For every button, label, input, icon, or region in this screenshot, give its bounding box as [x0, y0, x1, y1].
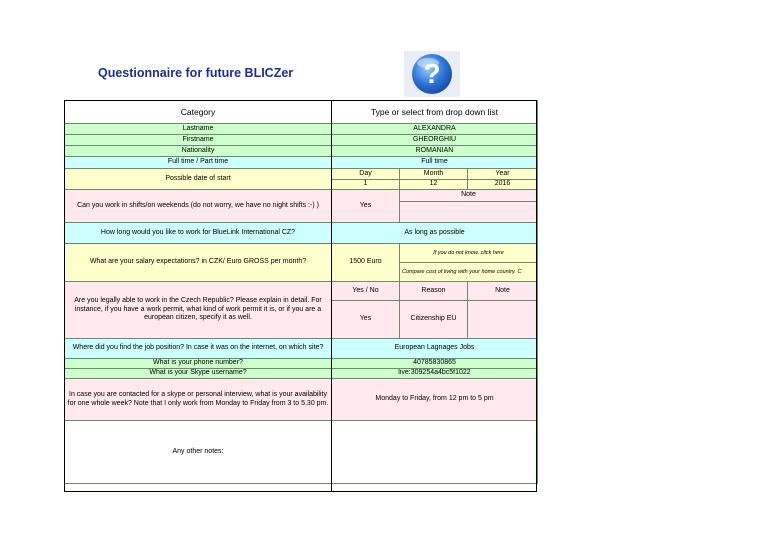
availability-row: [65, 379, 538, 421]
firstname-value[interactable]: GHEORGHIU: [332, 135, 538, 146]
availability-value[interactable]: Monday to Friday, from 12 pm to 5 pm: [332, 379, 538, 421]
salary-value[interactable]: 1500 Euro: [332, 244, 400, 282]
phone-row: [65, 359, 538, 369]
legal-note-value[interactable]: [468, 301, 538, 339]
salary-row: [65, 244, 538, 263]
notes-label: Any other notes:: [65, 421, 332, 484]
salary-compare-link[interactable]: Compare cost of living with your home country. C: [400, 263, 538, 282]
duration-select[interactable]: As long as possible: [332, 223, 538, 244]
legal-yesno-value[interactable]: Yes: [332, 301, 400, 339]
skype-value[interactable]: live:309254a4bc5f1022: [332, 369, 538, 379]
start-month-value[interactable]: 12: [400, 180, 468, 190]
skype-label: What is your Skype username?: [65, 369, 332, 379]
legal-header-row: [65, 282, 538, 301]
legal-note-header: Note: [468, 282, 538, 301]
duration-label: How long would you like to work for BlueLink International CZ?: [65, 223, 332, 244]
lastname-label: Lastname: [65, 124, 332, 135]
questionnaire-table: [64, 100, 538, 484]
firstname-label: Firstname: [65, 135, 332, 146]
shifts-note-header: Note: [400, 190, 538, 202]
fulltime-row: [65, 157, 538, 169]
notes-value[interactable]: [332, 421, 538, 484]
start-month-header: Month: [400, 169, 468, 180]
legal-reason-value[interactable]: Citizenship EU: [400, 301, 468, 339]
start-date-header-row: [65, 169, 538, 180]
source-value[interactable]: European Lagnages Jobs: [332, 339, 538, 359]
notes-row: [65, 421, 538, 484]
lastname-value[interactable]: ALEXANDRA: [332, 124, 538, 135]
source-row: [65, 339, 538, 359]
availability-label: In case you are contacted for a skype or personal interview, what is your availability for one whole week? Note that I only work from Monday to Friday from 3 to 5.30 pm.: [65, 379, 332, 421]
shifts-label: Can you work in shifts/on weekends (do not worry, we have no night shifts :-) ): [65, 190, 332, 223]
answer-header: Type or select from drop down list: [332, 101, 538, 124]
shifts-note-value[interactable]: [400, 202, 538, 223]
page-title: Questionnaire for future BLICZer: [98, 66, 294, 80]
nationality-label: Nationality: [65, 146, 332, 157]
phone-value[interactable]: 40785830865: [332, 359, 538, 369]
duration-row: [65, 223, 538, 244]
nationality-row: [65, 146, 538, 157]
fulltime-select[interactable]: Full time: [332, 157, 538, 169]
salary-label: What are your salary expectations? in CZK/ Euro GROSS per month?: [65, 244, 332, 282]
shifts-row: [65, 190, 538, 202]
skype-row: [65, 369, 538, 379]
question-mark-glyph: ?: [423, 58, 441, 89]
legal-label: Are you legally able to work in the Czech Republic? Please explain in detail. For instance, if you have a work permit, what kind of work permit it is, or if you are a european citizen, specify it as well.: [65, 282, 332, 339]
category-header: Category: [65, 101, 332, 124]
fulltime-label: Full time / Part time: [65, 157, 332, 169]
legal-reason-header: Reason: [400, 282, 468, 301]
nationality-value[interactable]: ROMANIAN: [332, 146, 538, 157]
help-question-icon[interactable]: [404, 51, 460, 97]
firstname-row: [65, 135, 538, 146]
header-row: [65, 101, 538, 124]
start-year-header: Year: [468, 169, 538, 180]
lastname-row: [65, 124, 538, 135]
shifts-value[interactable]: Yes: [332, 190, 400, 223]
legal-yesno-header: Yes / No: [332, 282, 400, 301]
start-day-header: Day: [332, 169, 400, 180]
salary-help-link[interactable]: If you do not know, click here: [400, 244, 538, 263]
phone-label: What is your phone number?: [65, 359, 332, 369]
source-label: Where did you find the job position? In case it was on the internet, on which site?: [65, 339, 332, 359]
start-day-value[interactable]: 1: [332, 180, 400, 190]
start-year-value[interactable]: 2016: [468, 180, 538, 190]
start-date-label: Possible date of start: [65, 169, 332, 190]
